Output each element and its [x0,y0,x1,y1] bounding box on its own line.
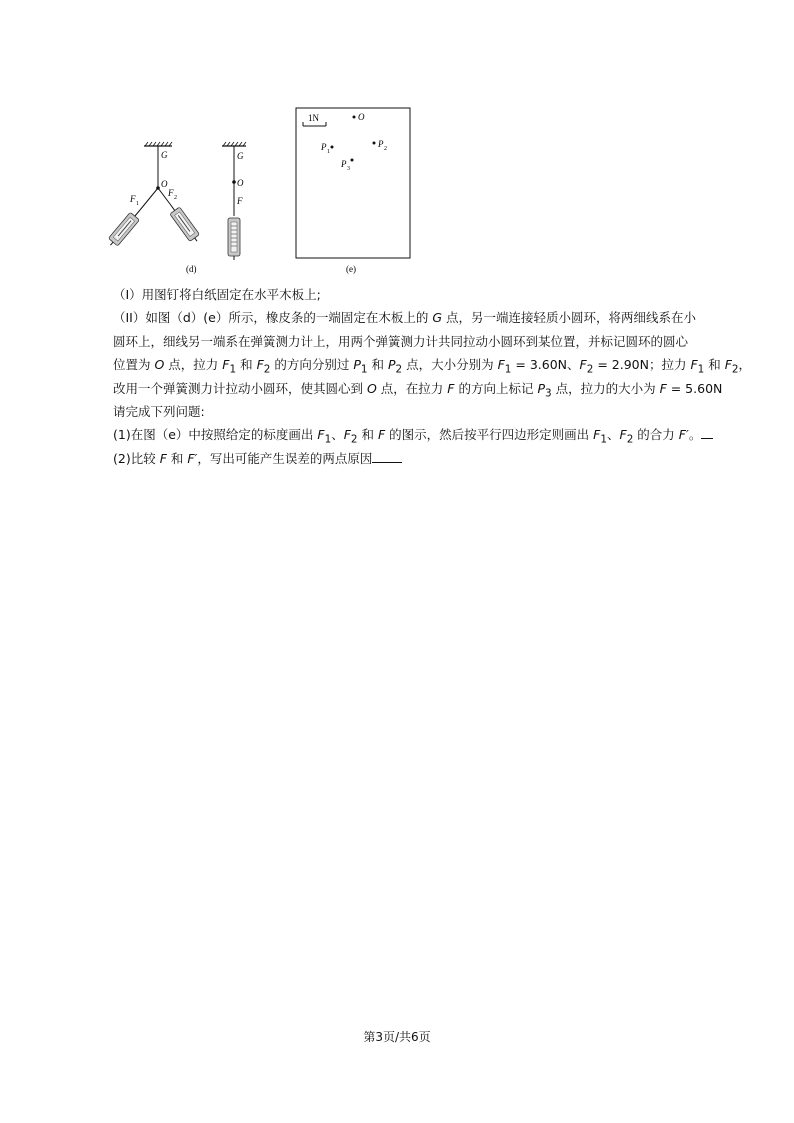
figure-d-right [222,142,246,260]
answer-blank-2[interactable] [372,450,402,463]
point-p2-sub: 2 [384,146,387,152]
label-o-left: O [161,179,168,189]
step-2-line-3: 位置为 O 点，拉力 $F_1$ 和 $F_2$ 的方向分别过 $P_1$ 和 $P_2$ 点，大小分别为 $F_1 = 3.60N$、$F_2 = 2.90N$；拉力 $F_1$ 和 $F_2$， [113,357,752,376]
figure-e [296,108,410,258]
label-f1-sub: 1 [136,201,139,207]
label-g-left: G [161,150,168,160]
point-p1: P [321,142,327,152]
step-2-line-4: 改用一个弹簧测力计拉动小圆环，使其圆心到 O 点，在拉力 F 的方向上标记 $P_3$ 点，拉力的大小为 F = 5.60N [113,380,723,400]
question-text [113,283,752,470]
question-1: (1)在图（e）中按照给定的标度画出 $F_1$、$F_2$ 和 F 的图示，然后按平行四边形定则画出 $F_1$、$F_2$ 的合力 F′。 [113,423,703,446]
point-o: O [358,112,365,122]
label-f: F [237,196,243,206]
step-1: （I）用图钉将白纸固定在水平木板上; [113,287,321,302]
caption-d: (d) [186,264,197,274]
label-f2-sub: 2 [174,195,177,201]
caption-e: (e) [346,264,356,274]
answer-blank-1[interactable] [701,426,713,439]
point-p3: P [341,159,347,169]
figures-svg [100,100,420,280]
point-p3-sub: 3 [347,166,350,172]
question-2: (2)比较 F 和 F′，写出可能产生误差的两点原因 [113,447,703,470]
point-p2: P [378,139,384,149]
step-2-line-5: 请完成下列问题: [113,403,205,419]
point-p1-sub: 1 [327,149,330,155]
page-footer: 第3页/共6页 [363,1030,431,1044]
label-f2: F [168,188,174,198]
label-f1: F [130,194,136,204]
label-o-right: O [237,178,244,188]
figure-area [100,100,420,280]
label-g-right: G [237,151,244,161]
scale-label: 1N [308,113,319,123]
step-2-line-1: （II）如图（d）(e）所示，橡皮条的一端固定在木板上的 G 点，另一端连接轻质小圆环，将两细线系在小 [113,310,697,326]
step-2-line-2: 圆环上，细线另一端系在弹簧测力计上，用两个弹簧测力计共同拉动小圆环到某位置，并标记圆环的圆心 [113,333,689,349]
figure-d-left [106,142,202,249]
